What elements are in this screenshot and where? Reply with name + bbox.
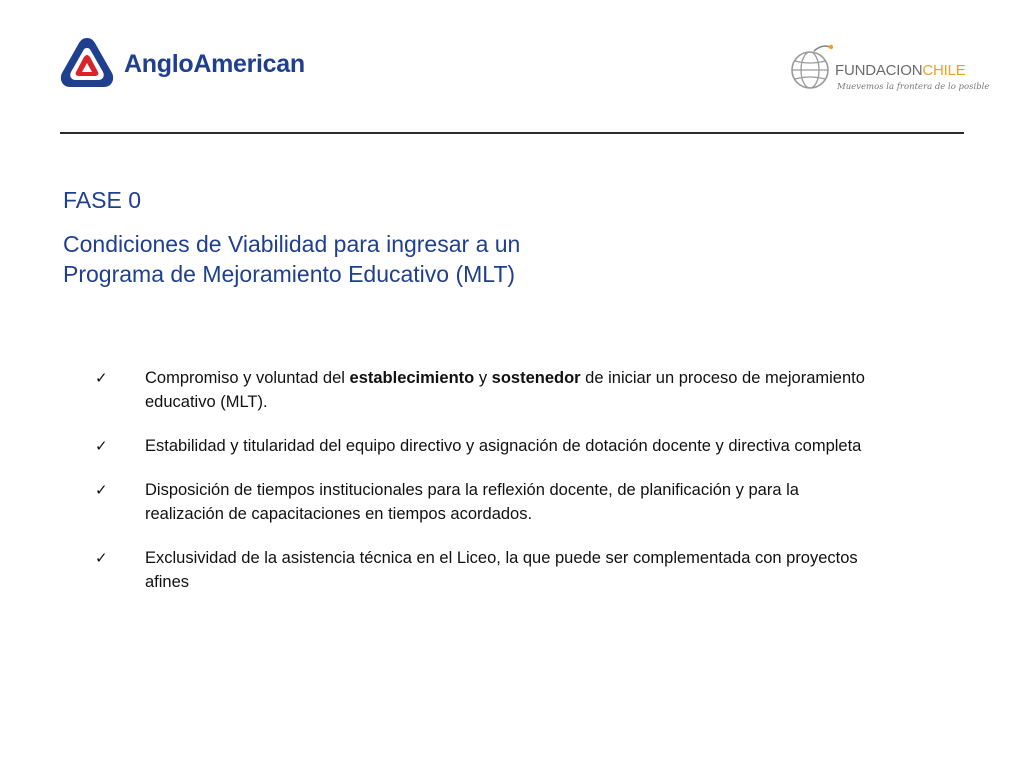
anglo-american-logo-icon [58, 35, 116, 93]
header-divider [60, 132, 964, 134]
bullet-text-part: y [474, 369, 492, 387]
list-item [95, 366, 875, 414]
checkmark-icon: ✓ [95, 437, 108, 455]
fundacion-chile-logo [786, 40, 990, 96]
list-item [95, 478, 875, 526]
checkmark-icon: ✓ [95, 369, 108, 387]
condition-list [95, 366, 875, 614]
slide-heading [63, 229, 703, 289]
checkmark-icon: ✓ [95, 481, 108, 499]
heading-line-1: Condiciones de Viabilidad para ingresar a un [63, 231, 521, 257]
globe-logo-icon [786, 42, 836, 92]
list-item [95, 434, 875, 458]
fundacion-text: FUNDACION [835, 62, 923, 79]
bullet-text-part: Compromiso y voluntad del [145, 369, 350, 387]
bullet-text: Disposición de tiempos institucionales para la reflexión docente, de planificación y para la realización de capacitaciones en tiempos acordados. [145, 481, 799, 523]
checkmark-icon: ✓ [95, 549, 108, 567]
fundacion-chile-wordmark [835, 62, 966, 79]
bullet-text-part: de iniciar un proceso de mejoramiento educativo (MLT). [145, 369, 865, 411]
bullet-bold-sostenedor: sostenedor [491, 369, 581, 387]
heading-line-2: Programa de Mejoramiento Educativo (MLT) [63, 261, 516, 287]
fundacion-chile-tagline: Muevemos la frontera de lo posible [837, 82, 990, 92]
chile-text: CHILE [922, 62, 966, 79]
anglo-american-logo [58, 34, 305, 94]
bullet-text: Estabilidad y titularidad del equipo directivo y asignación de dotación docente y directiva completa [145, 437, 862, 455]
list-item [95, 546, 875, 594]
anglo-american-wordmark: AngloAmerican [124, 49, 305, 78]
bullet-text: Exclusividad de la asistencia técnica en el Liceo, la que puede ser complementada con proyectos afines [145, 549, 858, 591]
bullet-bold-establecimiento: establecimiento [349, 369, 475, 387]
phase-title: FASE 0 [63, 187, 141, 213]
